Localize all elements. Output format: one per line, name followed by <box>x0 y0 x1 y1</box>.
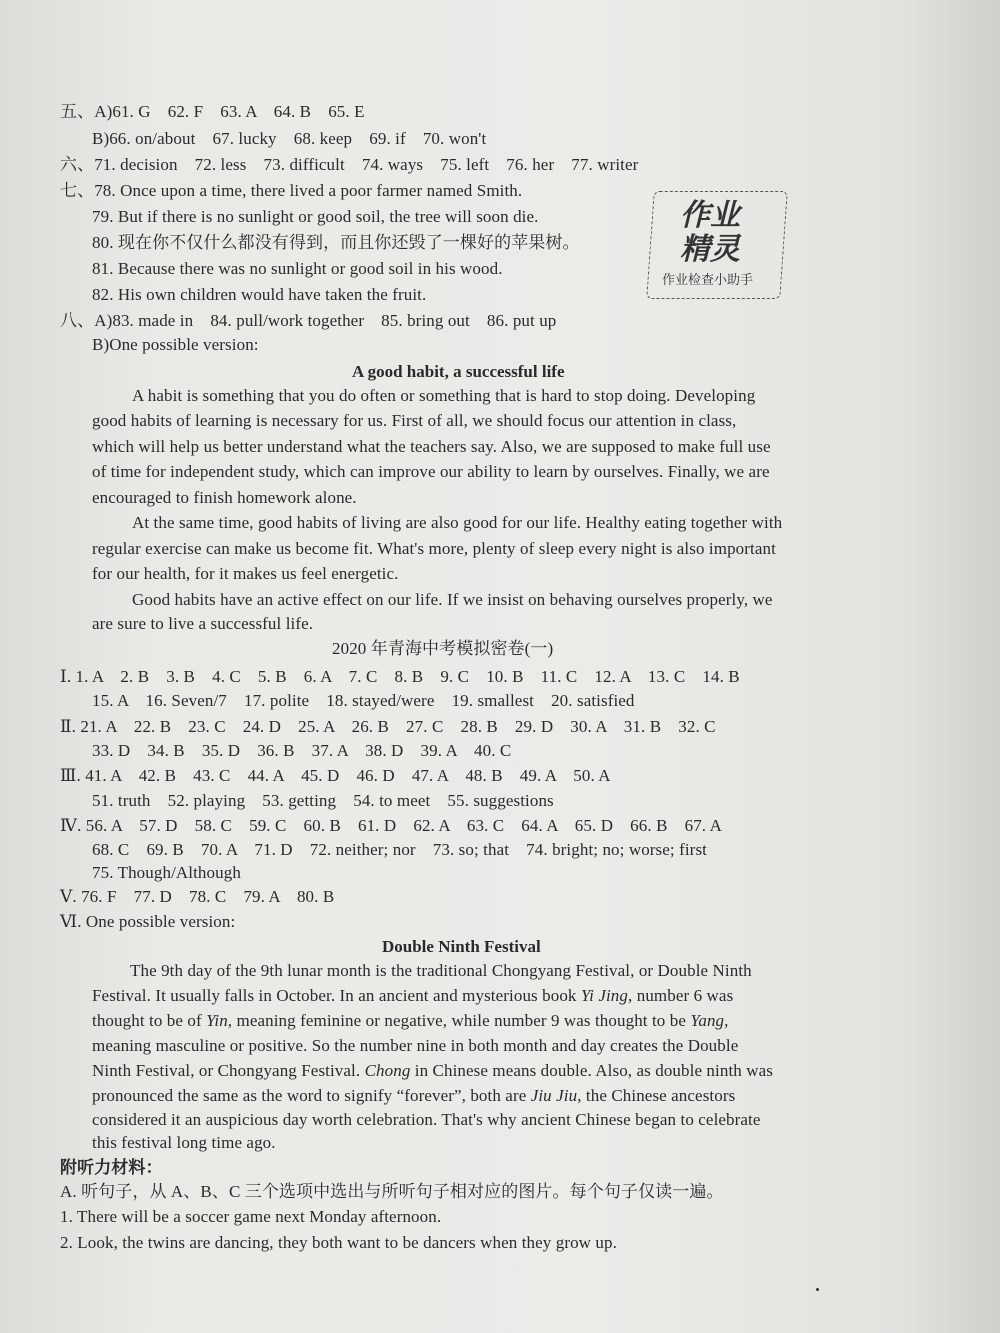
essay2-line: considered it an auspicious day worth celebration. That's why ancient Chinese began to celebrate <box>92 1110 761 1129</box>
essay2-line: pronounced the same as the word to signify “forever”, both are Jiu Jiu, the Chinese ancestors <box>92 1086 736 1105</box>
essay1-line: A habit is something that you do often or something that is hard to stop doing. Developing <box>132 386 756 405</box>
section8-a: 八、A)83. made in 84. pull/work together 85. bring out 86. put up <box>60 311 557 330</box>
section7-line: 七、78. Once upon a time, there lived a poor farmer named Smith. <box>60 181 523 200</box>
essay2-line: thought to be of Yin, meaning feminine or negative, while number 9 was thought to be Yang, <box>92 1011 729 1030</box>
answer-line: Ⅴ. 76. F 77. D 78. C 79. A 80. B <box>60 887 335 906</box>
essay2-line: this festival long time ago. <box>92 1133 276 1152</box>
essay1-line: for our health, for it makes us feel energetic. <box>92 564 399 583</box>
section7-line: 82. His own children would have taken the fruit. <box>92 285 427 304</box>
appendix-line: 2. Look, the twins are dancing, they both want to be dancers when they grow up. <box>60 1233 617 1252</box>
answer-line: 51. truth 52. playing 53. getting 54. to meet 55. suggestions <box>92 791 554 810</box>
essay1-line: Good habits have an active effect on our life. If we insist on behaving ourselves properly, we <box>132 590 773 609</box>
homework-stamp-logo <box>640 183 788 303</box>
essay1-line: are sure to live a successful life. <box>92 614 314 633</box>
stamp-subtitle: 作业检查小助手 <box>662 273 754 288</box>
answer-line: Ⅰ. 1. A 2. B 3. B 4. C 5. B 6. A 7. C 8. B 9. C 10. B 11. C 12. A 13. C 14. B <box>60 667 740 686</box>
essay1-line: regular exercise can make us become fit. What's more, plenty of sleep every night is also important <box>92 539 776 558</box>
section5-b: B)66. on/about 67. lucky 68. keep 69. if 70. won't <box>92 129 487 148</box>
answer-line: 33. D 34. B 35. D 36. B 37. A 38. D 39. A 40. C <box>92 741 512 760</box>
essay2-line: meaning masculine or positive. So the number nine in both month and day creates the Double <box>92 1036 739 1055</box>
section6: 六、71. decision 72. less 73. difficult 74. ways 75. left 76. her 77. writer <box>60 155 639 174</box>
essay2-line: Ninth Festival, or Chongyang Festival. Chong in Chinese means double. Also, as double ninth was <box>92 1061 773 1080</box>
essay1-line: At the same time, good habits of living are also good for our life. Healthy eating together with <box>132 513 783 532</box>
section7-line: 80. 现在你不仅什么都没有得到，而且你还毁了一棵好的苹果树。 <box>92 233 580 252</box>
answer-line: 75. Though/Although <box>92 863 241 882</box>
essay2-title: Double Ninth Festival <box>382 937 541 956</box>
answer-line: 68. C 69. B 70. A 71. D 72. neither; nor 73. so; that 74. bright; no; worse; first <box>92 840 707 859</box>
answer-line: Ⅳ. 56. A 57. D 58. C 59. C 60. B 61. D 62. A 63. C 64. A 65. D 66. B 67. A <box>60 816 722 835</box>
answer-line: Ⅲ. 41. A 42. B 43. C 44. A 45. D 46. D 47. A 48. B 49. A 50. A <box>60 766 611 785</box>
essay1-line: of time for independent study, which can improve our ability to learn by ourselves. Finally, we are <box>92 462 770 481</box>
essay1-line: which will help us better understand what the teachers say. Also, we are supposed to make full use <box>92 437 771 456</box>
essay2-line: Festival. It usually falls in October. In an ancient and mysterious book Yi Jing, number 6 was <box>92 986 734 1005</box>
section7-line: 81. Because there was no sunlight or good soil in his wood. <box>92 259 503 278</box>
answer-line: Ⅱ. 21. A 22. B 23. C 24. D 25. A 26. B 27. C 28. B 29. D 30. A 31. B 32. C <box>60 717 716 736</box>
section8-b: B)One possible version: <box>92 335 259 354</box>
essay2-line: The 9th day of the 9th lunar month is the traditional Chongyang Festival, or Double Ninth <box>130 961 752 980</box>
page-mark <box>816 1288 819 1291</box>
section7-line: 79. But if there is no sunlight or good soil, the tree will soon die. <box>92 207 539 226</box>
essay1-line: encouraged to finish homework alone. <box>92 488 357 507</box>
appendix-title: 附听力材料： <box>60 1158 163 1177</box>
essay1-title: A good habit, a successful life <box>352 362 565 381</box>
answer-line: Ⅵ. One possible version: <box>60 912 236 931</box>
appendix-line: A. 听句子，从 A、B、C 三个选项中选出与所听句子相对应的图片。每个句子仅读一遍。 <box>60 1182 724 1201</box>
answer-line: 15. A 16. Seven/7 17. polite 18. stayed/were 19. smallest 20. satisfied <box>92 691 635 710</box>
exam-title: 2020 年青海中考模拟密卷(一) <box>332 639 554 658</box>
section5-a: 五、A)61. G 62. F 63. A 64. B 65. E <box>60 102 365 121</box>
appendix-line: 1. There will be a soccer game next Monday afternoon. <box>60 1207 442 1226</box>
essay1-line: good habits of learning is necessary for us. First of all, we should focus our attention in class, <box>92 411 737 430</box>
stamp-title: 作业精灵 <box>680 198 740 267</box>
